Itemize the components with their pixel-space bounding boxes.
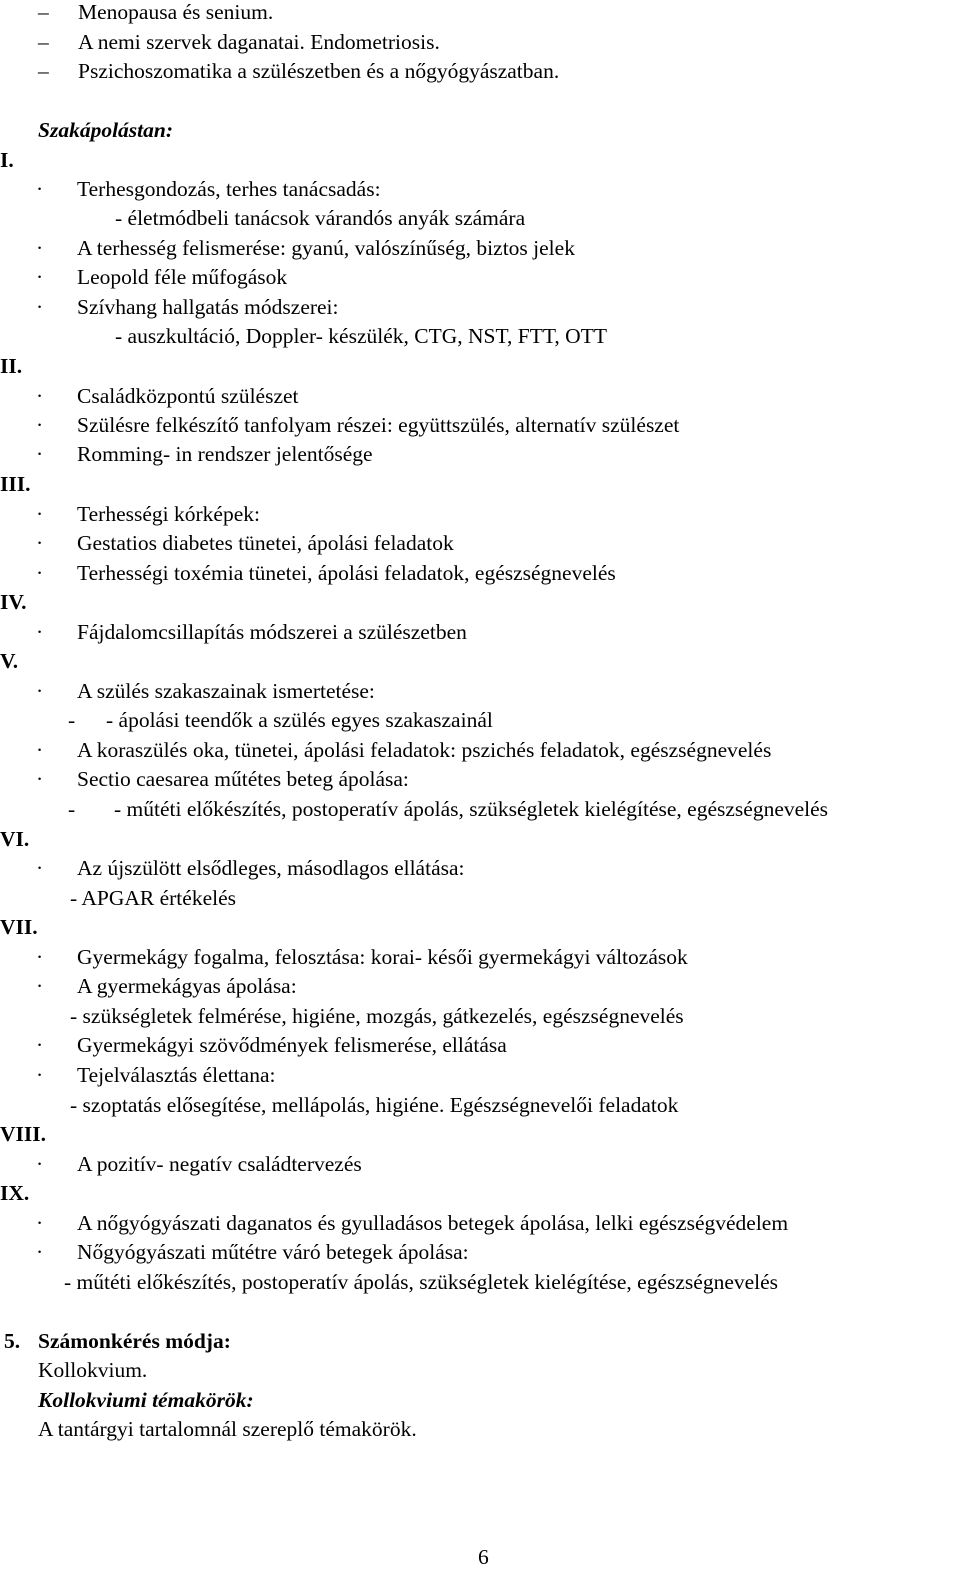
exam-topics-heading: Kollokviumi témakörök: [38, 1388, 254, 1412]
sub-item: - - műtéti előkészítés, postoperatív ápolás, szükségletek kielégítése, egészségnevelés [68, 797, 829, 821]
sub-item: - APGAR értékelés [70, 886, 236, 910]
roman-numeral-5: V. [0, 649, 19, 673]
sub-item: - szoptatás elősegítése, mellápolás, higiéne. Egészségnevelői feladatok [70, 1093, 679, 1117]
exam-heading: Számonkérés módja: [38, 1329, 231, 1353]
exam-value: Kollokvium. [38, 1358, 148, 1382]
roman-numeral-8: VIII. [0, 1122, 47, 1146]
page-number: 6 [478, 1545, 489, 1569]
sub-item: - életmódbeli tanácsok várandós anyák számára [115, 206, 526, 230]
roman-numeral-4: IV. [0, 590, 27, 614]
sub-item: - műtéti előkészítés, postoperatív ápolás, szükségletek kielégítése, egészségnevelés [64, 1270, 779, 1294]
exam-number: 5. [4, 1329, 21, 1353]
roman-numeral-2: II. [0, 354, 23, 378]
roman-numeral-3: III. [0, 472, 31, 496]
roman-numeral-6: VI. [0, 827, 30, 851]
sub-item: - auszkultáció, Doppler- készülék, CTG, NST, FTT, OTT [115, 324, 607, 348]
roman-numeral-9: IX. [0, 1181, 30, 1205]
sub-item: - - ápolási teendők a szülés egyes szakaszainál [68, 708, 493, 732]
sub-item: - szükségletek felmérése, higiéne, mozgás, gátkezelés, egészségnevelés [70, 1004, 684, 1028]
roman-numeral-1: I. [0, 148, 14, 172]
exam-topics-value: A tantárgyi tartalomnál szereplő témakörök. [38, 1417, 417, 1441]
section-title: Szakápolástan: [38, 118, 174, 142]
document-page: – Menopausa és senium. – A nemi szervek daganatai. Endometriosis. – Pszichoszomatika a szülészetben és a nőgyógyászatban. Szakápolástan: I. · Terhesgondozás, terhes tanácsadás: - életmódbeli tanácsok várandós anyák számára · A terhesség felismerése: gyanú, valószínűség, biztos jelek · Leopold féle műfogások · Szívhang hallgatás módszerei: - auszkultáció, Doppler- készülék, CTG, NST, FTT, OTT II. · Családközpontú szülészet · Szülésre felkészítő tanfolyam részei: együttszülés, alternatív szülészet · Romming- in rendszer jelentősége III. · Terhességi kórképek: · Gestatios diabetes tünetei, ápolási feladatok · Terhességi toxémia tünetei, ápolási feladatok, egészségnevelés IV. · Fájdalomcsillapítás módszerei a szülészetben V. · A szülés szakaszainak ismertetése: - - ápolási teendők a szülés egyes szakaszainál · A koraszülés oka, tünetei, ápolási feladatok: pszichés feladatok, egészségnevelés · Sectio caesarea műtétes beteg ápolása: - - műtéti előkészítés, postoperatív ápolás, szükségletek kielégítése, egészségnevelés VI. · Az újszülött elsődleges, másodlagos ellátása: - APGAR értékelés VII. · Gyermekágy fogalma, felosztása: korai- késői gyermekágyi változások · A gyermekágyas ápolása: - szükségletek felmérése, higiéne, mozgás, gátkezelés, egészségnevelés · Gyermekágyi szövődmények felismerése, ellátása · Tejelválasztás élettana: - szoptatás elősegítése, mellápolás, higiéne. Egészségnevelői feladatok VIII. · A pozitív- negatív családtervezés IX. · A nőgyógyászati daganatos és gyulladásos betegek ápolása, lelki egészségvédelem · Nőgyógyászati műtétre váró betegek ápolása: - műtéti előkészítés, postoperatív ápolás, szükségletek kielégítése, egészségnevelés 5. Számonkérés módja: Kollokvium. Kollokviumi témakörök: A tantárgyi tartalomnál szereplő témakörök. 6 [0, 0, 829, 1569]
roman-numeral-7: VII. [0, 915, 38, 939]
